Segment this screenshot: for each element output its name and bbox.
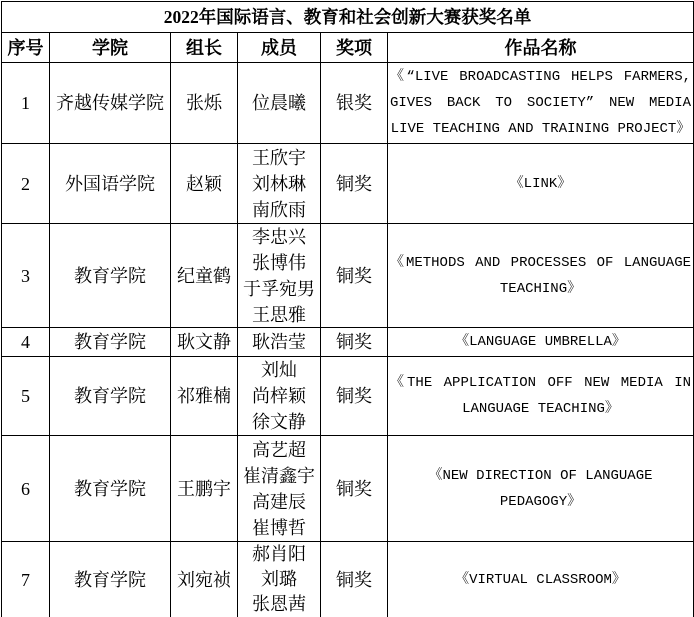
cell-college: 齐越传媒学院 xyxy=(50,63,171,144)
member-name: 高建辰 xyxy=(252,491,306,512)
member-name: 刘灿 xyxy=(261,360,297,380)
member-name: 尚梓颖 xyxy=(252,386,306,406)
cell-members xyxy=(238,144,321,224)
work-title-line: 《“LIVE BROADCASTING HELPS FARMERS, xyxy=(390,69,691,85)
work-title-line: PEDAGOGY》 xyxy=(499,493,582,510)
cell-leader: 刘宛祯 xyxy=(171,542,238,617)
work-title-line: 《LINK》 xyxy=(509,175,572,192)
work-title-line: 《LANGUAGE UMBRELLA》 xyxy=(455,334,626,350)
cell-award: 铜奖 xyxy=(321,357,388,436)
member-name: 位晨曦 xyxy=(252,93,306,113)
member-name: 崔博哲 xyxy=(252,517,306,538)
work-title-line: GIVES BACK TO SOCIETY” NEW MEDIA xyxy=(390,95,691,111)
cell-award: 铜奖 xyxy=(321,144,388,224)
cell-award: 银奖 xyxy=(321,63,388,144)
member-name: 于孚宛男 xyxy=(243,278,315,299)
work-title-line: LIVE TEACHING AND TRAINING PROJECT》 xyxy=(390,121,691,137)
cell-index: 2 xyxy=(2,144,50,224)
work-title-line: 《METHODS AND PROCESSES OF LANGUAGE xyxy=(390,254,691,271)
cell-work xyxy=(388,63,694,144)
cell-index: 4 xyxy=(2,328,50,357)
member-name: 郝肖阳 xyxy=(252,544,306,564)
cell-college: 教育学院 xyxy=(50,224,171,328)
cell-leader: 耿文静 xyxy=(171,328,238,357)
header-college: 学院 xyxy=(50,33,171,63)
cell-leader: 赵颖 xyxy=(171,144,238,224)
cell-work xyxy=(388,328,694,357)
cell-index: 6 xyxy=(2,436,50,542)
cell-work xyxy=(388,542,694,617)
member-name: 高艺超 xyxy=(252,439,306,460)
member-name: 耿浩莹 xyxy=(252,332,306,352)
cell-college: 教育学院 xyxy=(50,436,171,542)
cell-members xyxy=(238,436,321,542)
cell-members xyxy=(238,357,321,436)
member-name: 李忠兴 xyxy=(252,226,306,247)
work-title-line: 《THE APPLICATION OFF NEW MEDIA IN xyxy=(390,375,691,391)
cell-leader: 王鹏宇 xyxy=(171,436,238,542)
member-name: 徐文静 xyxy=(252,412,306,432)
member-name: 刘璐 xyxy=(261,569,297,589)
header-leader: 组长 xyxy=(171,33,238,63)
work-title-line: TEACHING》 xyxy=(499,280,582,297)
member-name: 刘林琳 xyxy=(252,173,306,194)
cell-leader: 祁雅楠 xyxy=(171,357,238,436)
cell-leader: 张烁 xyxy=(171,63,238,144)
cell-members xyxy=(238,542,321,617)
member-name: 张恩茜 xyxy=(252,594,306,614)
cell-leader: 纪童鹤 xyxy=(171,224,238,328)
member-name: 王思雅 xyxy=(252,304,306,325)
cell-work xyxy=(388,357,694,436)
cell-index: 1 xyxy=(2,63,50,144)
cell-college: 教育学院 xyxy=(50,542,171,617)
cell-college: 教育学院 xyxy=(50,328,171,357)
cell-members xyxy=(238,224,321,328)
cell-work xyxy=(388,144,694,224)
cell-award: 铜奖 xyxy=(321,224,388,328)
table-title: 2022年国际语言、教育和社会创新大赛获奖名单 xyxy=(2,2,694,33)
cell-index: 7 xyxy=(2,542,50,617)
header-work: 作品名称 xyxy=(388,33,694,63)
cell-work xyxy=(388,436,694,542)
cell-award: 铜奖 xyxy=(321,436,388,542)
cell-award: 铜奖 xyxy=(321,542,388,617)
header-index: 序号 xyxy=(2,33,50,63)
header-members: 成员 xyxy=(238,33,321,63)
member-name: 南欣雨 xyxy=(252,199,306,220)
cell-college: 外国语学院 xyxy=(50,144,171,224)
member-name: 王欣宇 xyxy=(252,147,306,168)
cell-members xyxy=(238,63,321,144)
work-title-line: LANGUAGE TEACHING》 xyxy=(462,401,619,417)
member-name: 崔清鑫宇 xyxy=(243,465,315,486)
awards-table xyxy=(1,1,694,617)
cell-award: 铜奖 xyxy=(321,328,388,357)
member-name: 张博伟 xyxy=(252,252,306,273)
cell-college: 教育学院 xyxy=(50,357,171,436)
work-title-line: 《VIRTUAL CLASSROOM》 xyxy=(455,571,626,588)
header-award: 奖项 xyxy=(321,33,388,63)
work-title-line: 《NEW DIRECTION OF LANGUAGE xyxy=(428,467,653,484)
cell-index: 3 xyxy=(2,224,50,328)
cell-members xyxy=(238,328,321,357)
cell-index: 5 xyxy=(2,357,50,436)
cell-work xyxy=(388,224,694,328)
